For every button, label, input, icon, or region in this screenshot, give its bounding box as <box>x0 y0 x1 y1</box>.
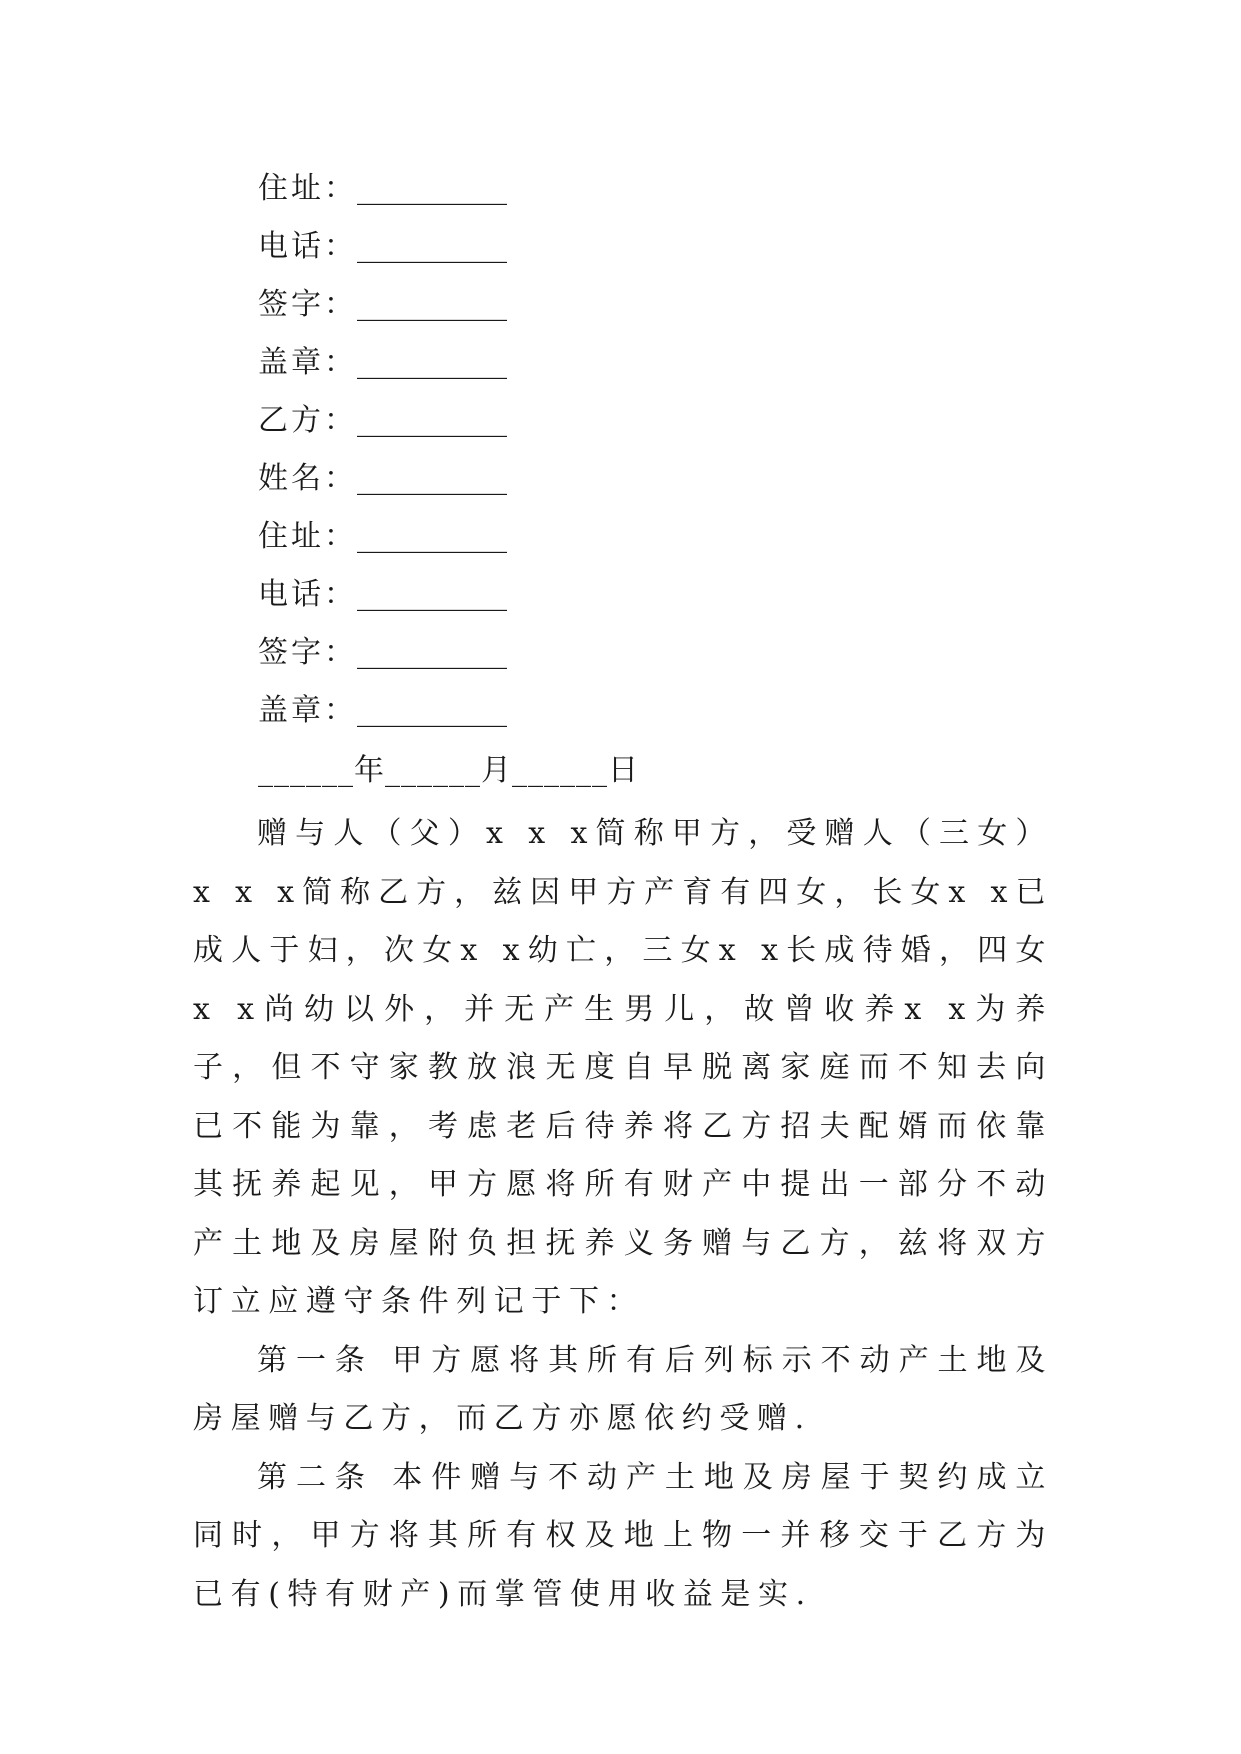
field-blank: __________ <box>357 171 507 206</box>
signature-fields <box>258 160 858 740</box>
field-seal-b <box>258 682 858 740</box>
contract-body <box>193 805 1053 1624</box>
field-label: 住址： <box>258 519 357 554</box>
paragraph-preamble: 赠与人（父）x x x简称甲方，受赠人（三女）x x x简称乙方，兹因甲方产育有四女，长女x x已成人于妇，次女x x幼亡，三女x x长成待婚，四女x x尚幼以外，并无产生男儿，故曾收养x x为养子，但不守家教放浪无度自早脱离家庭而不知去向已不能为靠，考虑老后待养将乙方招夫配婿而依靠其抚养起见，甲方愿将所有财产中提出一部分不动产土地及房屋附负担抚养义务赠与乙方，兹将双方订立应遵守条件列记于下： <box>193 816 1053 1319</box>
field-blank: __________ <box>357 693 507 728</box>
field-seal-a <box>258 334 858 392</box>
field-label: 盖章： <box>258 693 357 728</box>
paragraph-article-1: 第一条 甲方愿将其所有后列标示不动产土地及房屋赠与乙方，而乙方亦愿依约受赠. <box>193 1342 1053 1436</box>
field-label: 签字： <box>258 635 357 670</box>
field-label: 签字： <box>258 287 357 322</box>
field-blank: __________ <box>357 403 507 438</box>
field-name-b <box>258 450 858 508</box>
field-blank: __________ <box>357 577 507 612</box>
field-label: 电话： <box>258 577 357 612</box>
field-signature-b <box>258 624 858 682</box>
field-signature-a <box>258 276 858 334</box>
date-line: ______年______月______日 <box>258 753 639 788</box>
field-blank: __________ <box>357 519 507 554</box>
field-blank: __________ <box>357 461 507 496</box>
field-blank: __________ <box>357 345 507 380</box>
field-blank: __________ <box>357 229 507 264</box>
field-label: 姓名： <box>258 461 357 496</box>
field-label: 电话： <box>258 229 357 264</box>
field-phone-b <box>258 566 858 624</box>
field-party-b <box>258 392 858 450</box>
field-phone-a <box>258 218 858 276</box>
paragraph-article-2: 第二条 本件赠与不动产土地及房屋于契约成立同时，甲方将其所有权及地上物一并移交于乙方为已有(特有财产)而掌管使用收益是实. <box>193 1459 1053 1612</box>
field-label: 乙方： <box>258 403 357 438</box>
field-address-b <box>258 508 858 566</box>
field-blank: __________ <box>357 287 507 322</box>
field-address-a <box>258 160 858 218</box>
field-label: 盖章： <box>258 345 357 380</box>
field-label: 住址： <box>258 171 357 206</box>
field-blank: __________ <box>357 635 507 670</box>
